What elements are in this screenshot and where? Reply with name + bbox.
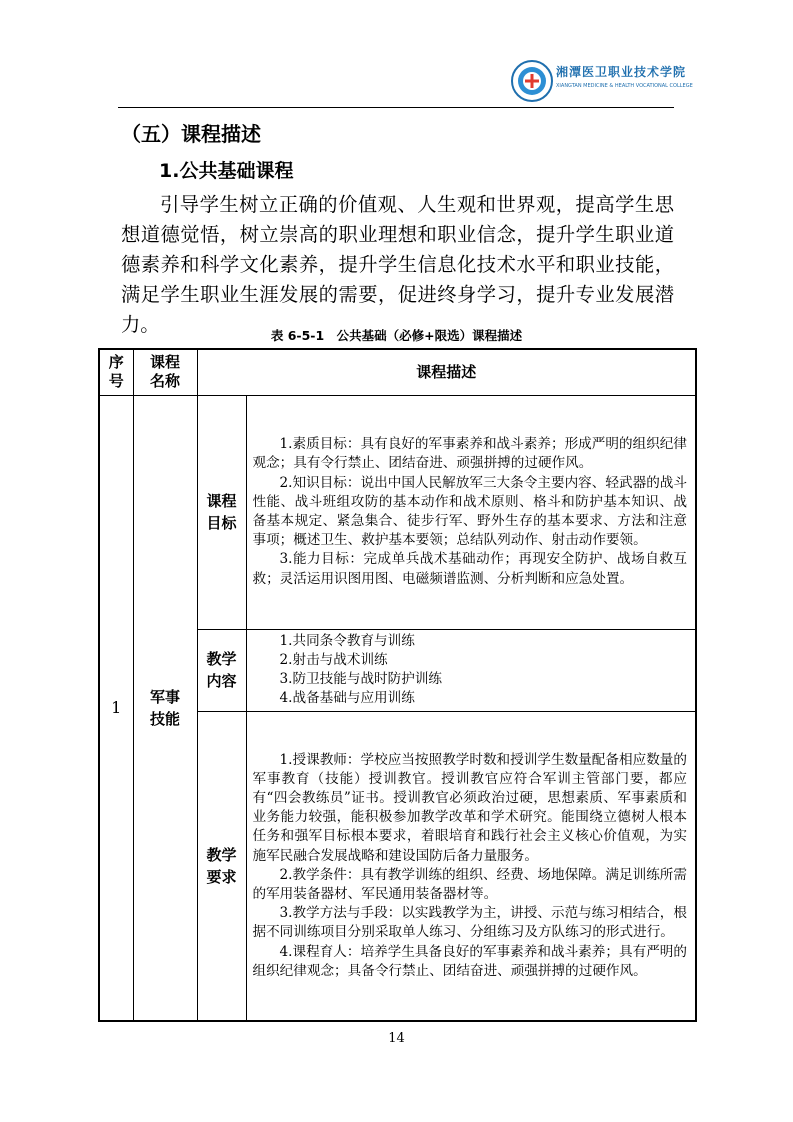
requirement-item: 3.教学方法与手段：以实践教学为主，讲授、示范与练习相结合，根据不同训练项目分别采取单人练习、分组练习及方队练习的形式进行。: [252, 905, 687, 941]
goal-item: 1.素质目标：具有良好的军事素养和战斗素养；形成严明的组织纪律观念；具有令行禁止、团结奋进、顽强拼搏的过硬作风。: [252, 436, 687, 472]
goals-label: 课程目标: [197, 395, 246, 629]
header-course-name: 课程名称: [133, 349, 197, 395]
page-number: 14: [388, 1031, 405, 1046]
requirement-item: 2.教学条件：具有教学训练的组织、经费、场地保障。满足训练所需的军用装备器材、军民通用装备器材等。: [252, 866, 687, 902]
table-caption: 表 6-5-1 公共基础（必修+限选）课程描述: [270, 328, 523, 343]
course-name: 军事技能: [133, 395, 197, 1021]
requirement-item: 4.课程育人：培养学生具备良好的军事素养和战斗素养；具有严明的组织纪律观念；具备令行禁止、团结奋进、顽强拼搏的过硬作风。: [252, 943, 687, 979]
content-cell: [246, 629, 696, 711]
college-logo-icon: [511, 60, 553, 102]
table-row: [99, 395, 696, 629]
goals-cell: [246, 395, 696, 629]
content-item: 2.射击与战术训练: [279, 651, 388, 668]
requirements-label: 教学要求: [197, 711, 246, 1021]
subsection-title: 1.公共基础课程: [159, 160, 294, 182]
content-item: 4.战备基础与应用训练: [279, 690, 415, 707]
header-num: 序号: [99, 349, 133, 395]
requirement-item: 1.授课教师：学校应当按照教学时数和授训学生数量配备相应数量的军事教育（技能）授训教官。授训教官应符合军训主管部门要，都应有“四会教练员”证书。授训教官必须政治过硬，思想素质、军事素质和业务能力较强，能积极参加教学改革和学术研究。能围绕立德树人根本任务和强军目标根本要求，着眼培育和践行社会主义核心价值观，为实施军民融合发展战略和建设国防后备力量服务。: [252, 751, 687, 864]
content-label: 教学内容: [197, 629, 246, 711]
school-name-en: XIANGTAN MEDICINE & HEALTH VOCATIONAL COLLEGE: [556, 83, 693, 89]
content-item: 3.防卫技能与战时防护训练: [279, 671, 443, 687]
section-title: （五）课程描述: [121, 122, 261, 146]
school-name-cn: 湘潭医卫职业技术学院: [556, 65, 687, 79]
goal-item: 3.能力目标：完成单兵战术基础动作；再现安全防护、战场自救互救；灵活运用识图用图、电磁频谱监测、分析判断和应急处置。: [252, 551, 687, 587]
content-item: 1.共同条令教育与训练: [279, 632, 415, 649]
header-course-desc: 课程描述: [197, 349, 696, 395]
row-number: 1: [99, 395, 133, 1021]
goal-item: 2.知识目标：说出中国人民解放军三大条令主要内容、轻武器的战斗性能、战斗班组攻防的基本动作和战术原则、格斗和防护基本知识、战备基本规定、紧急集合、徒步行军、野外生存的基本要求、方法和注意事项；概述卫生、救护基本要领；总结队列动作、射击动作要领。: [252, 474, 687, 549]
table-header-row: [99, 349, 696, 395]
requirements-cell: [246, 711, 696, 1021]
intro-paragraph: 引导学生树立正确的价值观、人生观和世界观，提高学生思想道德觉悟，树立崇高的职业理想和职业信念，提升学生职业道德素养和科学文化素养，提升学生信息化技术水平和职业技能，满足学生职业生涯发展的需要，促进终身学习，提升专业发展潜力。: [121, 193, 674, 336]
course-description-table: [98, 348, 697, 1022]
header-divider: [118, 107, 674, 108]
